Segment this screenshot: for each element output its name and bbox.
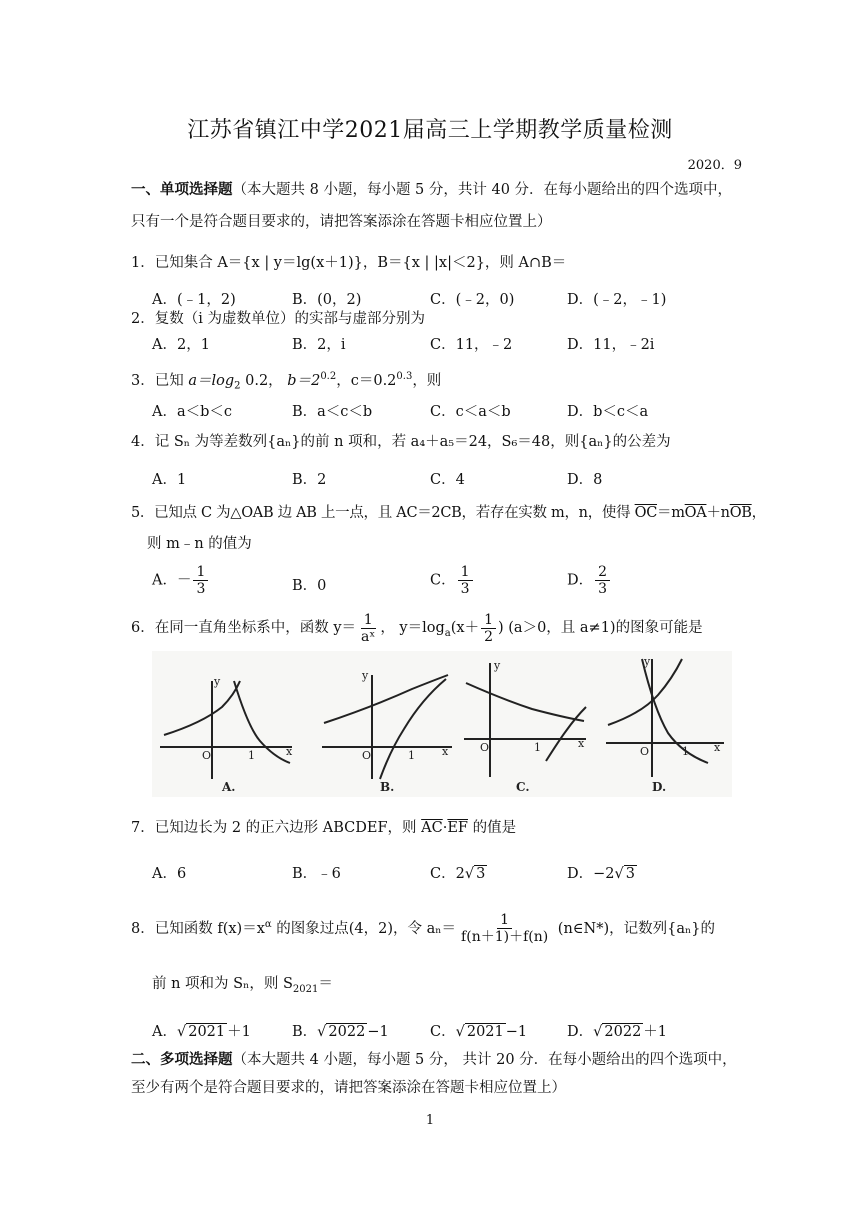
q8-stem: [131, 905, 715, 945]
q2-options: [152, 333, 772, 355]
q8-options: [152, 1020, 772, 1042]
q8-stem-end: (n∈N*)，记数列{aₙ}的: [553, 920, 716, 937]
q8-stem2: [152, 974, 333, 1000]
q6-f2-num: 1: [481, 612, 496, 629]
q7-option-d-root: 3: [625, 866, 635, 882]
q8-fraction: [458, 912, 551, 945]
q5-vector-ob: $\overline{OB}$: [729, 505, 752, 521]
q4-option-a: A．1: [152, 472, 187, 488]
q4-option-b: B．2: [292, 472, 327, 488]
q8-stem2-sub: 2021: [292, 983, 319, 995]
q5-option-c: [430, 564, 475, 597]
q4-option-c: C．4: [430, 472, 465, 488]
q7-option-c: C．2√ 3: [430, 866, 486, 882]
q7-option-b: B．﹣6: [292, 866, 341, 882]
q4-option-d: D．8: [567, 472, 603, 488]
q6-graphs-figure: [152, 651, 732, 797]
q1-stem: 1．已知集合 A＝{x | y＝lg(x＋1)}，B＝{x | |x|＜2}，则 A∩B＝: [131, 255, 567, 271]
q5-option-b: B．0: [292, 578, 327, 594]
graph-c-y-label: y: [494, 659, 501, 672]
q8-stem2-end: ＝: [318, 976, 333, 992]
q5-option-d-fraction: [595, 564, 610, 597]
q2-option-b: B．2，i: [292, 337, 346, 353]
q7-stem-prefix: 7．已知边长为 2 的正六边形 ABCDEF，则: [131, 820, 422, 836]
q6-stem: [131, 610, 703, 646]
q7-option-c-label: C．2: [430, 866, 465, 882]
graph-b-origin: O: [362, 749, 372, 762]
graph-d-origin: O: [640, 745, 650, 758]
q5-option-c-den: 3: [460, 581, 470, 597]
q6-log-arg: (x＋: [450, 620, 480, 636]
q6-fraction-2: [481, 612, 496, 645]
q3-stem: [131, 367, 441, 397]
q5-option-a: [152, 564, 210, 597]
q2-stem: 2．复数（i 为虚数单位）的实部与虚部分别为: [131, 311, 425, 327]
graph-a-one: 1: [248, 749, 255, 762]
q3-option-b: B．a＜c＜b: [292, 404, 373, 420]
q1-options: [152, 288, 772, 310]
q5-options: [152, 556, 772, 600]
q7-vector-ef: $\overline{EF}$: [447, 820, 468, 836]
q5-stem-end: ，: [751, 505, 766, 521]
q5-option-d-num: 2: [595, 564, 610, 581]
graph-a-x-label: x: [286, 745, 293, 758]
section2-desc2: 至少有两个是符合题目要求的，请把答案添涂在答题卡相应位置上）: [131, 1080, 566, 1096]
q5-stem2: 则 m﹣n 的值为: [147, 536, 252, 552]
q8-stem2-text: 前 n 项和为 Sₙ，则 S: [152, 976, 293, 992]
q3-expr-b-sup: 0.2: [320, 371, 337, 382]
q3-expr-c: ，c＝0.2: [336, 372, 397, 389]
q3-option-c: C．c＜a＜b: [430, 404, 511, 420]
q5-vector-oc: $\overline{OC}$: [634, 505, 658, 521]
q3-options: [152, 400, 772, 422]
graph-c-label: C.: [516, 780, 530, 794]
q5-option-c-num: 1: [458, 564, 473, 581]
q7-options: [152, 862, 772, 884]
q7-option-d: D．−2√ 3: [567, 866, 635, 882]
q8-option-c-tail: −1: [505, 1024, 528, 1040]
section2-line1: [131, 1050, 737, 1070]
q3-stem-prefix: 3．已知: [131, 372, 184, 389]
q6-f1-num: 1: [361, 612, 376, 629]
q5-option-d-label: D．: [567, 572, 594, 589]
q3-option-a: A．a＜b＜c: [152, 404, 233, 420]
q5-option-d: [567, 564, 612, 597]
q8-stem-prefix: 8．已知函数 f(x)＝x: [131, 920, 265, 937]
graph-d-one: 1: [682, 745, 689, 758]
graph-d-y-label: y: [644, 655, 651, 668]
q7-option-c-root: 3: [476, 866, 486, 882]
q7-stem: [131, 818, 516, 838]
graph-b-y-label: y: [362, 669, 369, 682]
q8-option-a: A．√ 2021 ＋1: [152, 1024, 251, 1040]
graph-b-label: B.: [380, 780, 395, 794]
q8-option-b-label: B．: [292, 1024, 318, 1040]
q5-stem-prefix: 5．已知点 C 为△OAB 边 AB 上一点，且 AC＝2CB，若存在实数 m，n，使得: [131, 505, 635, 521]
q6-stem-prefix: 6．在同一直角坐标系中，函数 y＝: [131, 620, 357, 636]
q3-option-d: D．b＜c＜a: [567, 404, 649, 420]
graph-a-label: A.: [222, 780, 236, 794]
q1-option-a: A．(﹣1，2): [152, 292, 236, 308]
q3-stem-suffix: ，则: [412, 372, 442, 389]
q8-option-b: B．√ 2022 −1: [292, 1024, 389, 1040]
graph-b-one: 1: [408, 749, 415, 762]
q3-expr-a: a＝log: [188, 372, 235, 389]
exam-date: 2020．9: [687, 158, 742, 173]
q5-mid2: ＋n: [706, 505, 730, 521]
section2-desc1: （本大题共 4 小题，每小题 5 分， 共计 20 分．在每小题给出的四个选项中，: [232, 1052, 737, 1068]
q2-option-d: D．11，﹣2i: [567, 337, 655, 353]
q8-option-c-root: 2021: [466, 1024, 504, 1040]
section1-desc2: 只有一个是符合题目要求的，请把答案添涂在答题卡相应位置上）: [131, 214, 552, 230]
q3-expr-a-rest: 0.2，: [240, 372, 283, 389]
graph-c-x-label: x: [578, 737, 585, 750]
q5-stem: [131, 503, 766, 523]
q6-f2-den: 2: [484, 628, 493, 645]
q5-option-c-fraction: [458, 564, 473, 597]
q8-option-a-tail: ＋1: [227, 1024, 251, 1040]
q8-frac-den: f(n＋1)＋f(n): [461, 929, 549, 946]
section1-desc1: （本大题共 8 小题，每小题 5 分，共计 40 分．在每小题给出的四个选项中，: [232, 182, 733, 198]
q2-option-a: A．2，1: [152, 337, 210, 353]
q3-expr-a-sub: 2: [234, 380, 241, 392]
q8-option-b-tail: −1: [367, 1024, 389, 1040]
q5-option-d-den: 3: [598, 581, 608, 597]
graph-d-x-label: x: [714, 741, 721, 754]
q6-log-sub: a: [444, 627, 451, 639]
q1-option-c: C．(﹣2，0): [430, 292, 515, 308]
page-number: 1: [425, 1113, 435, 1128]
q8-option-a-root: 2021: [188, 1024, 226, 1040]
q8-option-c: C．√ 2021 −1: [430, 1024, 528, 1040]
q8-option-c-label: C．: [430, 1024, 456, 1040]
q7-dot: ·: [442, 820, 448, 836]
q5-option-a-fraction: [193, 564, 208, 597]
graph-c-origin: O: [480, 741, 490, 754]
page-title: 江苏省镇江中学2021届高三上学期教学质量检测: [187, 118, 673, 143]
q8-option-d-tail: ＋1: [643, 1024, 668, 1040]
q5-option-c-label: C．: [430, 572, 456, 589]
q4-stem: 4．记 Sₙ 为等差数列{aₙ}的前 n 项和，若 a₄＋a₅＝24，S₆＝48，则{aₙ}的公差为: [131, 434, 671, 450]
q7-vector-ac: $\overline{AC}$: [421, 820, 443, 836]
q8-alpha: α: [264, 919, 272, 930]
q8-frac-num: 1: [497, 912, 512, 929]
section1-heading: 一、单项选择题: [131, 181, 233, 198]
q3-expr-c-sup: 0.3: [396, 371, 413, 382]
section1-line1: [131, 180, 732, 200]
q3-expr-b: b＝2: [287, 372, 321, 389]
q8-option-b-root: 2022: [328, 1024, 366, 1040]
q8-option-d-root: 2022: [604, 1024, 642, 1040]
q7-option-d-label: D．−2: [567, 866, 615, 882]
q6-f1-den: aˣ: [361, 628, 376, 645]
q5-vector-oa: $\overline{OA}$: [684, 505, 707, 521]
q7-stem-end: 的值是: [468, 820, 517, 836]
q5-option-a-den: 3: [196, 581, 206, 597]
q5-option-a-num: 1: [193, 564, 208, 581]
q8-option-d: D．√ 2022 ＋1: [567, 1024, 668, 1040]
q6-fraction-1: [358, 612, 378, 645]
q5-mid1: ＝m: [657, 505, 685, 521]
graph-c-one: 1: [534, 741, 541, 754]
q8-option-a-label: A．: [152, 1024, 177, 1040]
graph-b-x-label: x: [442, 745, 449, 758]
q8-stem-mid: 的图象过点(4，2)，令 aₙ＝: [271, 920, 457, 937]
graph-a-y-label: y: [214, 675, 221, 688]
q6-stem-end: ) (a＞0，且 a≠1)的图象可能是: [498, 620, 703, 636]
q4-options: [152, 468, 772, 490]
graph-a-origin: O: [202, 749, 212, 762]
graph-d-label: D.: [652, 780, 667, 794]
section2-heading: 二、多项选择题: [131, 1051, 233, 1068]
q7-option-a: A．6: [152, 866, 187, 882]
q8-option-d-label: D．: [567, 1024, 594, 1040]
q2-option-c: C．11，﹣2: [430, 337, 513, 353]
q6-stem-mid: ， y＝log: [380, 620, 445, 636]
q1-option-d: D．(﹣2，﹣1): [567, 292, 667, 308]
q5-option-a-label: A．－: [152, 572, 192, 589]
q1-option-b: B．(0，2): [292, 292, 362, 308]
